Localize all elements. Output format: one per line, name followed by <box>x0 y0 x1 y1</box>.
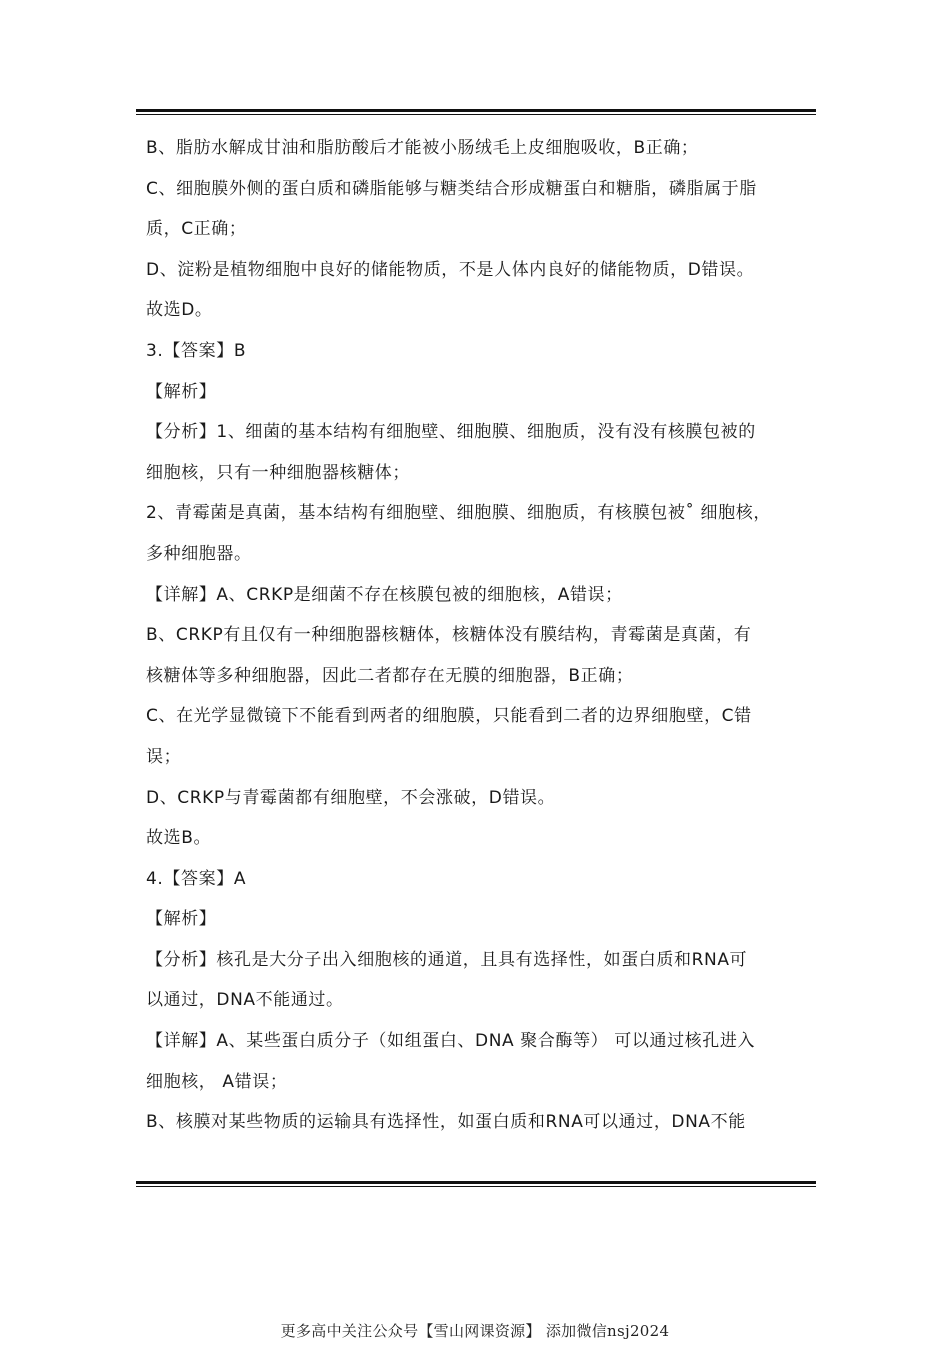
analysis-heading: 【解析】 <box>146 909 217 930</box>
text-line: 以通过，DNA不能通过。 <box>146 990 344 1011</box>
text-line: 【详解】A、某些蛋白质分子（如组蛋白、DNA 聚合酶等） 可以通过核孔进入 <box>146 1031 756 1052</box>
text-line: D、淀粉是植物细胞中良好的储能物质，不是人体内良好的储能物质，D错误。 <box>146 259 755 280</box>
analysis-heading: 【解析】 <box>146 381 217 402</box>
text-line: 细胞核，只有一种细胞器核糖体； <box>146 462 410 483</box>
text-line: C、细胞膜外侧的蛋白质和磷脂能够与糖类结合形成糖蛋白和糖脂，磷脂属于脂 <box>146 178 757 199</box>
text-line: 2、青霉菌是真菌，基本结构有细胞壁、细胞膜、细胞质，有核膜包被˚ 细胞核， <box>146 503 771 524</box>
text-line: B、CRKP有且仅有一种细胞器核糖体，核糖体没有膜结构，青霉菌是真菌，有 <box>146 625 752 646</box>
text-line: B、核膜对某些物质的运输具有选择性，如蛋白质和RNA可以通过，DNA不能 <box>146 1112 746 1133</box>
answer-heading: 4.【答案】A <box>146 868 247 889</box>
text-line: 质，C正确； <box>146 219 247 240</box>
text-line: 【详解】A、CRKP是细菌不存在核膜包被的细胞核，A错误； <box>146 584 623 605</box>
text-line: 故选D。 <box>146 300 213 321</box>
footer-rule <box>136 1181 816 1187</box>
document-body <box>146 128 816 1143</box>
text-line: 【分析】核孔是大分子出入细胞核的通道，且具有选择性，如蛋白质和RNA可 <box>146 949 748 970</box>
header-rule <box>136 109 816 115</box>
text-line: 故选B。 <box>146 828 212 849</box>
text-line: 【分析】1、细菌的基本结构有细胞壁、细胞膜、细胞质，没有没有核膜包被的 <box>146 422 756 443</box>
text-line: 核糖体等多种细胞器，因此二者都存在无膜的细胞器，B正确； <box>146 665 634 686</box>
text-line: 多种细胞器。 <box>146 543 252 564</box>
text-line: B、脂肪水解成甘油和脂肪酸后才能被小肠绒毛上皮细胞吸收，B正确； <box>146 138 699 158</box>
footer-note: 更多高中关注公众号【雪山网课资源】 添加微信nsj2024 <box>280 1322 670 1340</box>
text-line: 误； <box>146 746 182 767</box>
text-line: D、CRKP与青霉菌都有细胞壁，不会涨破，D错误。 <box>146 787 556 808</box>
answer-heading: 3.【答案】B <box>146 340 247 361</box>
text-line: C、在光学显微镜下不能看到两者的细胞膜，只能看到二者的边界细胞壁，C错 <box>146 706 752 727</box>
text-line: 细胞核， A错误； <box>146 1071 288 1092</box>
